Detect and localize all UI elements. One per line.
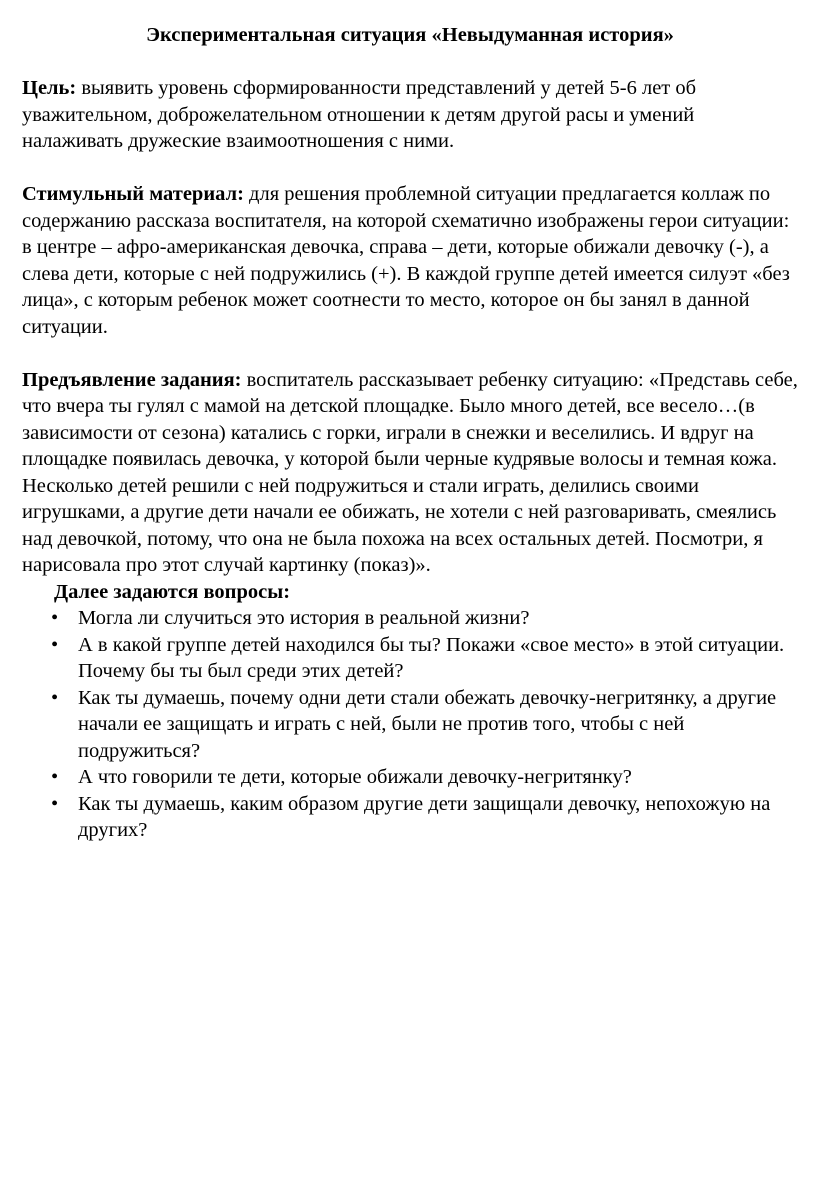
document-page [22,22,798,844]
bullet-icon: • [51,766,59,788]
question-text: А что говорили те дети, которые обижали девочку-негритянку? [78,766,632,788]
stimulus-label: Стимульный материал: [22,183,244,205]
bullet-icon: • [51,686,59,709]
document-title: Экспериментальная ситуация «Невыдуманная история» [146,24,674,46]
question-text: Как ты думаешь, почему одни дети стали обежать девочку-негритянку, а другие начали ее защищать и играть с ней, были не против того, чтобы с ней подружиться? [78,686,777,762]
question-item [22,632,798,685]
question-item [22,605,798,632]
question-item [22,791,798,844]
question-text: А в какой группе детей находился бы ты? Покажи «свое место» в этой ситуации. Почему бы ты был среди этих детей? [78,633,785,682]
questions-heading: Далее задаются вопросы: [54,580,291,603]
bullet-icon: • [51,633,59,656]
stimulus-paragraph [22,181,798,340]
goal-label: Цель: [22,77,77,99]
question-text: Могла ли случиться это история в реальной жизни? [78,607,530,629]
goal-paragraph [22,75,798,155]
task-paragraph [22,367,798,579]
question-item [22,764,798,791]
task-text: воспитатель рассказывает ребенку ситуацию: «Представь себе, что вчера ты гулял с мамой на детской площадке. Было много детей, все весело…(в зависимости от сезона) катались с горки, играли в снежки и веселились. И вдруг на площадке появилась девочка, у которой были черные кудрявые волосы и темная кожа. Несколько детей решили с ней подружиться и стали играть, делились своими игрушками, а другие дети начали ее обижать, не хотели с ней разговаривать, смеялись над девочкой, потому, что она не была похожа на всех остальных детей. Посмотри, я нарисовала про этот случай картинку (показ)». [22,368,798,576]
bullet-icon: • [51,792,59,815]
question-text: Как ты думаешь, каким образом другие дети защищали девочку, непохожую на других? [78,792,771,841]
task-label: Предъявление задания: [22,368,242,391]
bullet-icon: • [51,607,59,629]
goal-text: выявить уровень сформированности представлений у детей 5-6 лет об уважительном, доброжелательном отношении к детям другой расы и умений налаживать дружеские взаимоотношения с ними. [22,77,697,152]
questions-list [22,605,798,844]
question-item [22,685,798,765]
stimulus-text: для решения проблемной ситуации предлагается коллаж по содержанию рассказа воспитателя, на которой схематично изображены герои ситуации: в центре – афро-американская девочка, справа – дети, которые обижали девочку (-), а слева дети, которые с ней подружились (+). В каждой группе детей имеется силуэт «без лица», с которым ребенок может соотнести то место, которое он бы занял в данной ситуации. [22,183,790,338]
